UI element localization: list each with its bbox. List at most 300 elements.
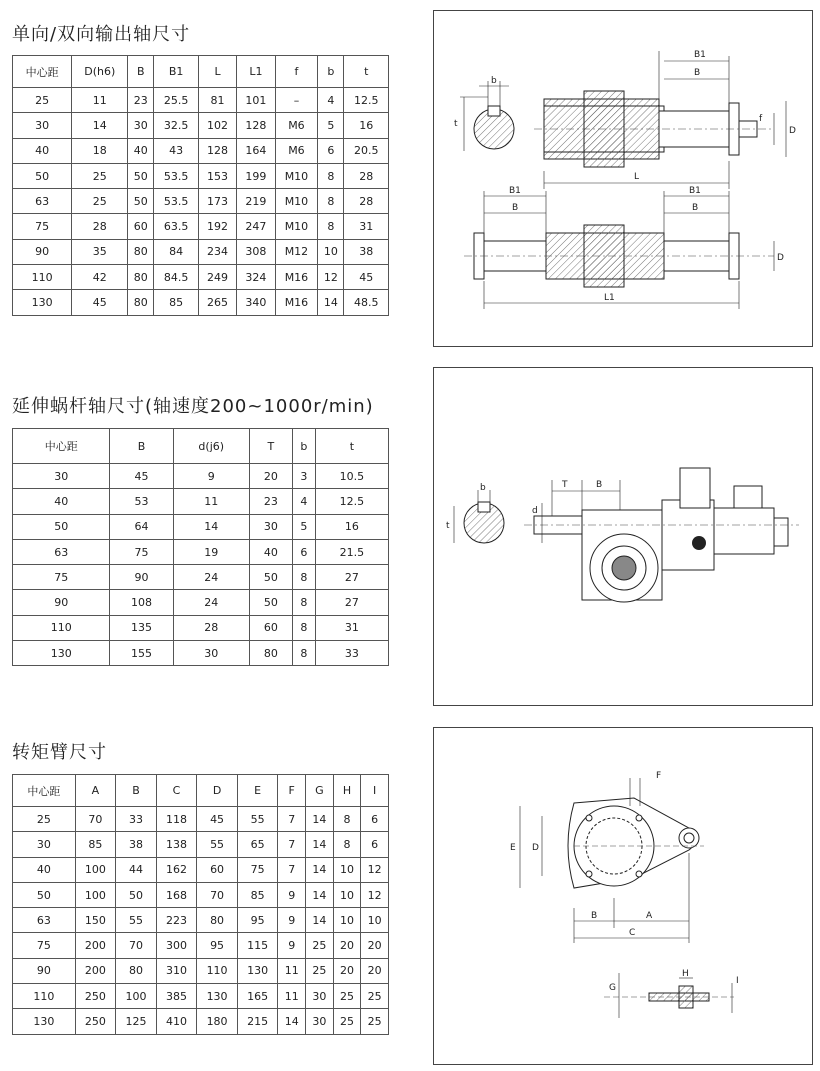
table-header-cell: L1 [237,56,275,88]
torque-arm-plate [520,778,704,943]
table-cell: M6 [275,138,318,163]
table-cell: 90 [13,590,110,615]
table-cell: 85 [154,290,198,315]
table-cell: 25 [361,1009,389,1034]
table-cell: 80 [128,290,154,315]
table-cell: M10 [275,163,318,188]
table-cell: 4 [318,88,344,113]
table-cell: 53.5 [154,189,198,214]
table-header-cell: D(h6) [72,56,128,88]
table-cell: 30 [173,641,249,666]
dim-b1-top-label: B1 [694,50,706,60]
table-cell: 14 [306,857,334,882]
table-cell: 100 [116,984,157,1009]
table-cell: 43 [154,138,198,163]
table-cell: 60 [249,615,292,640]
table-cell: 28 [344,189,389,214]
table-row [13,239,389,264]
table-cell: 115 [237,933,278,958]
table-cell: 11 [72,88,128,113]
table-cell: 164 [237,138,275,163]
table-cell: 95 [237,908,278,933]
dim-b1-bottom-right-label: B1 [689,186,701,196]
table-cell: 12.5 [315,489,388,514]
table-cell: 75 [13,214,72,239]
table-cell: 21.5 [315,539,388,564]
table-cell: 162 [156,857,197,882]
table-row [13,138,389,163]
table-cell: 14 [306,832,334,857]
table-cell: 48.5 [344,290,389,315]
table-cell: 150 [75,908,116,933]
table-cell: 20 [361,958,389,983]
arm-dim-i-label: I [736,976,739,986]
table-row [13,265,389,290]
table-header-cell: d(j6) [173,429,249,464]
table-row [13,641,389,666]
table-cell: 30 [249,514,292,539]
arm-dim-b-label: B [591,911,598,921]
table-header-cell: B [128,56,154,88]
table-cell: 10 [333,908,361,933]
table-cell: 60 [197,857,238,882]
table-cell: 24 [173,565,249,590]
double-output-shaft [464,191,774,309]
arm-dim-f-label: F [656,771,662,781]
table-cell: 130 [197,984,238,1009]
table-row [13,857,389,882]
table-row [13,882,389,907]
table-header-cell: I [361,775,389,807]
table-cell: 11 [278,958,306,983]
torque-arm-table [12,774,389,1035]
table-cell: 80 [197,908,238,933]
table-cell: 70 [75,807,116,832]
table-cell: 95 [197,933,238,958]
table-cell: 50 [13,163,72,188]
shaft-key-section [460,81,514,151]
table-cell: 75 [13,565,110,590]
table-cell: 85 [75,832,116,857]
table-cell: 63.5 [154,214,198,239]
table-cell: 64 [110,514,173,539]
table-cell: 5 [318,113,344,138]
table-cell: 14 [173,514,249,539]
table-cell: M16 [275,265,318,290]
output-shaft-drawing [434,11,812,346]
table-cell: 118 [156,807,197,832]
worm-dim-d-label: d [532,506,538,516]
section-title-torque-arm: 转矩臂尺寸 [12,742,107,763]
table-row [13,807,389,832]
table-cell: 7 [278,832,306,857]
table-header-row [13,56,389,88]
table-cell: 42 [72,265,128,290]
table-row [13,832,389,857]
table-cell: 24 [173,590,249,615]
table-header-cell: 中心距 [13,56,72,88]
table-cell: 40 [13,138,72,163]
table-cell: 9 [173,464,249,489]
table-cell: 138 [156,832,197,857]
table-header-cell: b [292,429,315,464]
output-shaft-table [12,55,389,316]
table-cell: 10 [318,239,344,264]
table-header-cell: b [318,56,344,88]
table-cell: 101 [237,88,275,113]
table-cell: 168 [156,882,197,907]
worm-dim-b-upper-label: B [596,480,603,490]
table-cell: 7 [278,857,306,882]
table-header-row [13,775,389,807]
table-row [13,464,389,489]
table-cell: 12.5 [344,88,389,113]
arm-dim-c-label: C [629,928,636,938]
torque-arm-side-view [604,973,734,1018]
table-header-cell: T [249,429,292,464]
table-row [13,539,389,564]
table-header-cell: t [315,429,388,464]
table-cell: 110 [13,615,110,640]
table-cell: 165 [237,984,278,1009]
table-cell: 81 [198,88,236,113]
table-cell: 38 [116,832,157,857]
table-cell: M12 [275,239,318,264]
table-cell: 110 [13,984,76,1009]
table-cell: M16 [275,290,318,315]
table-cell: 16 [344,113,389,138]
table-cell: 45 [72,290,128,315]
table-cell: 108 [110,590,173,615]
table-cell: 55 [237,807,278,832]
table-cell: 75 [237,857,278,882]
table-cell: 63 [13,539,110,564]
table-cell: 25 [306,958,334,983]
table-cell: 14 [318,290,344,315]
table-cell: 110 [13,265,72,290]
table-cell: 90 [110,565,173,590]
table-cell: 50 [249,565,292,590]
table-cell: 8 [333,807,361,832]
arm-dim-e-label: E [510,843,516,853]
table-cell: 14 [306,882,334,907]
table-cell: 128 [198,138,236,163]
table-cell: 199 [237,163,275,188]
table-cell: 27 [315,590,388,615]
table-cell: 8 [292,590,315,615]
table-cell: 8 [292,641,315,666]
table-cell: 25 [72,189,128,214]
table-cell: 385 [156,984,197,1009]
table-header-cell: 中心距 [13,429,110,464]
table-cell: M10 [275,189,318,214]
table-cell: 14 [306,908,334,933]
table-cell: 28 [72,214,128,239]
table-cell: 10 [333,857,361,882]
table-cell: 9 [278,882,306,907]
table-cell: 247 [237,214,275,239]
table-cell: 5 [292,514,315,539]
table-cell: 250 [75,984,116,1009]
table-row [13,163,389,188]
table-cell: 25 [13,807,76,832]
table-cell: 9 [278,933,306,958]
table-cell: 40 [13,489,110,514]
table-cell: 55 [197,832,238,857]
table-header-cell: B1 [154,56,198,88]
table-cell: 18 [72,138,128,163]
dim-d-label: D [789,126,796,136]
table-header-cell: f [275,56,318,88]
table-cell: 50 [116,882,157,907]
table-row [13,908,389,933]
table-cell: 8 [333,832,361,857]
torque-arm-drawing [434,728,812,1064]
dim-t-label: t [454,119,458,129]
table-cell: 192 [198,214,236,239]
table-row [13,214,389,239]
table-header-row [13,429,389,464]
table-cell: 80 [128,265,154,290]
table-cell: 30 [13,464,110,489]
table-header-cell: 中心距 [13,775,76,807]
table-cell: 31 [315,615,388,640]
worm-shaft-drawing [434,368,812,705]
table-cell: 20 [333,933,361,958]
table-cell: 33 [116,807,157,832]
dim-d2-label: D [777,253,784,263]
table-cell: 50 [13,882,76,907]
table-cell: 12 [318,265,344,290]
table-cell: 70 [116,933,157,958]
dim-b-bottom-left-label: B [512,203,519,213]
section-title-worm-shaft: 延伸蜗杆轴尺寸(轴速度200~1000r/min) [12,396,374,417]
dim-l1-label: L1 [604,293,615,303]
table-cell: 55 [116,908,157,933]
table-cell: 7 [278,807,306,832]
table-cell: 80 [116,958,157,983]
table-cell: 32.5 [154,113,198,138]
table-cell: 9 [278,908,306,933]
table-header-cell: D [197,775,238,807]
table-cell: 19 [173,539,249,564]
table-row [13,514,389,539]
table-cell: 153 [198,163,236,188]
table-cell: 100 [75,882,116,907]
table-cell: 27 [315,565,388,590]
table-cell: 50 [128,163,154,188]
table-row [13,113,389,138]
table-cell: 45 [110,464,173,489]
table-cell: 8 [318,189,344,214]
table-row [13,290,389,315]
table-cell: 100 [75,857,116,882]
table-cell: 310 [156,958,197,983]
table-cell: 70 [197,882,238,907]
table-cell: 125 [116,1009,157,1034]
table-cell: 14 [72,113,128,138]
table-cell: 50 [128,189,154,214]
table-header-cell: B [110,429,173,464]
table-header-cell: F [278,775,306,807]
table-row [13,984,389,1009]
table-cell: 173 [198,189,236,214]
table-cell: 130 [237,958,278,983]
table-cell: 25 [361,984,389,1009]
table-cell: 4 [292,489,315,514]
table-header-cell: t [344,56,389,88]
table-cell: 6 [292,539,315,564]
table-cell: 250 [75,1009,116,1034]
worm-dim-b-label: b [480,483,486,493]
table-cell: 128 [237,113,275,138]
table-cell: 25 [72,163,128,188]
worm-shaft-table [12,428,389,666]
table-cell: 25.5 [154,88,198,113]
table-cell: 75 [110,539,173,564]
table-cell: 84.5 [154,265,198,290]
table-cell: 130 [13,290,72,315]
table-cell: 155 [110,641,173,666]
table-cell: 12 [361,882,389,907]
table-row [13,189,389,214]
arm-dim-d-label: D [532,843,539,853]
table-cell: 45 [197,807,238,832]
table-cell: 30 [13,113,72,138]
table-cell: 25 [333,984,361,1009]
table-cell: 63 [13,908,76,933]
table-cell: 219 [237,189,275,214]
table-cell: 30 [128,113,154,138]
table-cell: 63 [13,189,72,214]
table-row [13,489,389,514]
table-cell: 90 [13,958,76,983]
table-cell: 14 [306,807,334,832]
table-row [13,958,389,983]
table-cell: 20 [361,933,389,958]
table-cell: 80 [249,641,292,666]
dim-b-top-label: B [694,68,701,78]
table-cell: 10 [361,908,389,933]
table-header-cell: G [306,775,334,807]
table-cell: 31 [344,214,389,239]
table-cell: 60 [128,214,154,239]
table-cell: 25 [13,88,72,113]
table-cell: 6 [361,807,389,832]
table-cell: 130 [13,1009,76,1034]
section-title-output-shaft: 单向/双向输出轴尺寸 [12,24,191,45]
table-cell: 84 [154,239,198,264]
table-cell: 410 [156,1009,197,1034]
table-cell: 102 [198,113,236,138]
table-row [13,88,389,113]
table-cell: 65 [237,832,278,857]
table-cell: 300 [156,933,197,958]
dim-l-label: L [634,172,640,182]
table-cell: 28 [173,615,249,640]
table-cell: 25 [333,1009,361,1034]
dim-f-label: f [759,114,763,124]
table-cell: 53.5 [154,163,198,188]
table-cell: 12 [361,857,389,882]
table-cell: 30 [13,832,76,857]
table-row [13,1009,389,1034]
table-header-cell: B [116,775,157,807]
table-cell: 40 [128,138,154,163]
table-cell: 20 [333,958,361,983]
table-header-cell: E [237,775,278,807]
table-cell: 3 [292,464,315,489]
dim-b-bottom-right-label: B [692,203,699,213]
table-cell: 200 [75,933,116,958]
table-cell: 234 [198,239,236,264]
table-cell: 45 [344,265,389,290]
torque-arm-diagram-panel [433,727,813,1065]
table-row [13,565,389,590]
output-shaft-diagram-panel [433,10,813,347]
table-cell: 44 [116,857,157,882]
table-cell: 110 [197,958,238,983]
table-cell: 28 [344,163,389,188]
table-cell: M6 [275,113,318,138]
table-cell: 10.5 [315,464,388,489]
table-header-cell: H [333,775,361,807]
arm-dim-g-label: G [609,983,616,993]
table-row [13,933,389,958]
worm-key-section [454,490,504,543]
table-row [13,615,389,640]
worm-dim-t-label: t [446,521,450,531]
table-cell: 11 [173,489,249,514]
arm-dim-a-label: A [646,911,653,921]
table-cell: 33 [315,641,388,666]
table-cell: 38 [344,239,389,264]
table-cell: 130 [13,641,110,666]
table-cell: M10 [275,214,318,239]
table-cell: 340 [237,290,275,315]
table-cell: 35 [72,239,128,264]
table-header-cell: L [198,56,236,88]
worm-shaft-diagram-panel [433,367,813,706]
table-cell: 23 [249,489,292,514]
table-row [13,590,389,615]
table-cell: 50 [249,590,292,615]
table-cell: 10 [333,882,361,907]
table-cell: 14 [278,1009,306,1034]
table-cell: 200 [75,958,116,983]
table-cell: 30 [306,1009,334,1034]
table-cell: 11 [278,984,306,1009]
table-cell: 23 [128,88,154,113]
table-cell: 8 [318,214,344,239]
table-cell: 53 [110,489,173,514]
table-cell: 249 [198,265,236,290]
dim-b-label: b [491,76,497,86]
table-cell: 25 [306,933,334,958]
table-cell: 6 [361,832,389,857]
table-cell: 20.5 [344,138,389,163]
table-cell: 75 [13,933,76,958]
table-cell: 180 [197,1009,238,1034]
table-cell: 6 [318,138,344,163]
table-cell: 8 [292,615,315,640]
table-cell: 16 [315,514,388,539]
dim-b1-bottom-left-label: B1 [509,186,521,196]
table-cell: 135 [110,615,173,640]
table-cell: 30 [306,984,334,1009]
table-cell: – [275,88,318,113]
table-cell: 8 [318,163,344,188]
